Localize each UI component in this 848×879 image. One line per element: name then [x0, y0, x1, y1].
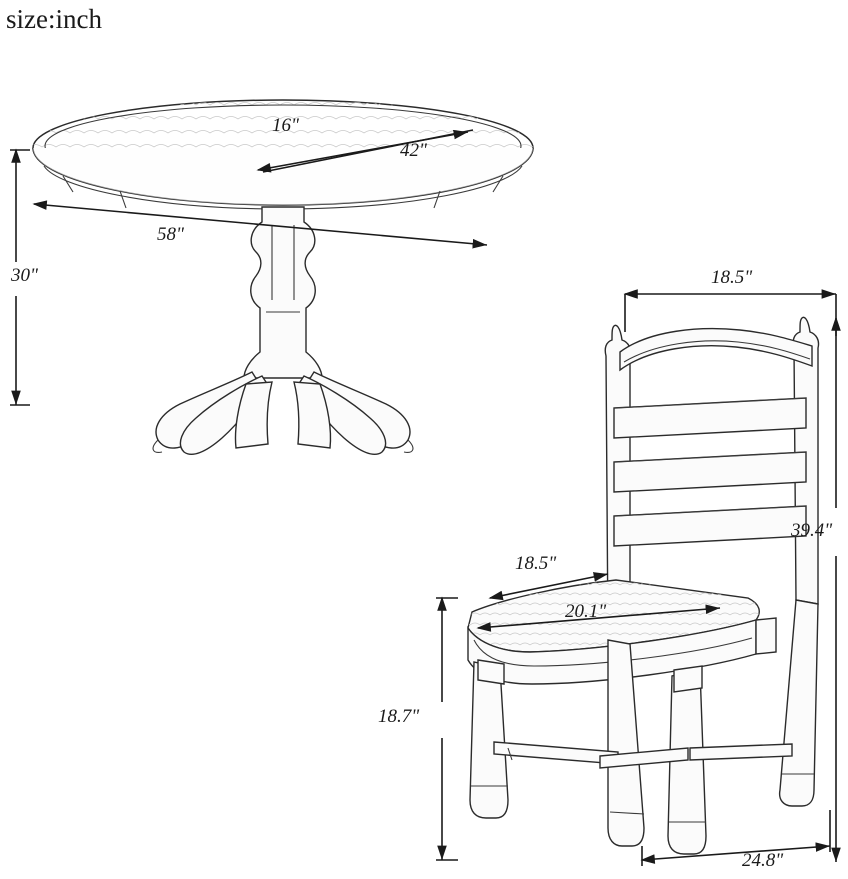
chair-drawing	[436, 294, 836, 866]
dimension-chair-seat-height: 18.7"	[378, 706, 420, 727]
dimension-table-width-58: 58"	[157, 224, 184, 245]
dimension-chair-depth: 24.8"	[742, 850, 784, 871]
dimension-chair-back-width: 18.5"	[711, 267, 753, 288]
dimension-table-height-30: 30"	[11, 265, 38, 286]
dimension-chair-seat-width: 20.1"	[565, 601, 607, 622]
dimension-chair-total-height: 39.4"	[791, 520, 833, 541]
unit-label: size:inch	[6, 4, 102, 34]
dimension-table-top-16: 16"	[272, 115, 299, 136]
dimension-table-top-42: 42"	[400, 140, 427, 161]
dimension-chair-seat-depth: 18.5"	[515, 553, 557, 574]
table-drawing	[10, 100, 533, 454]
